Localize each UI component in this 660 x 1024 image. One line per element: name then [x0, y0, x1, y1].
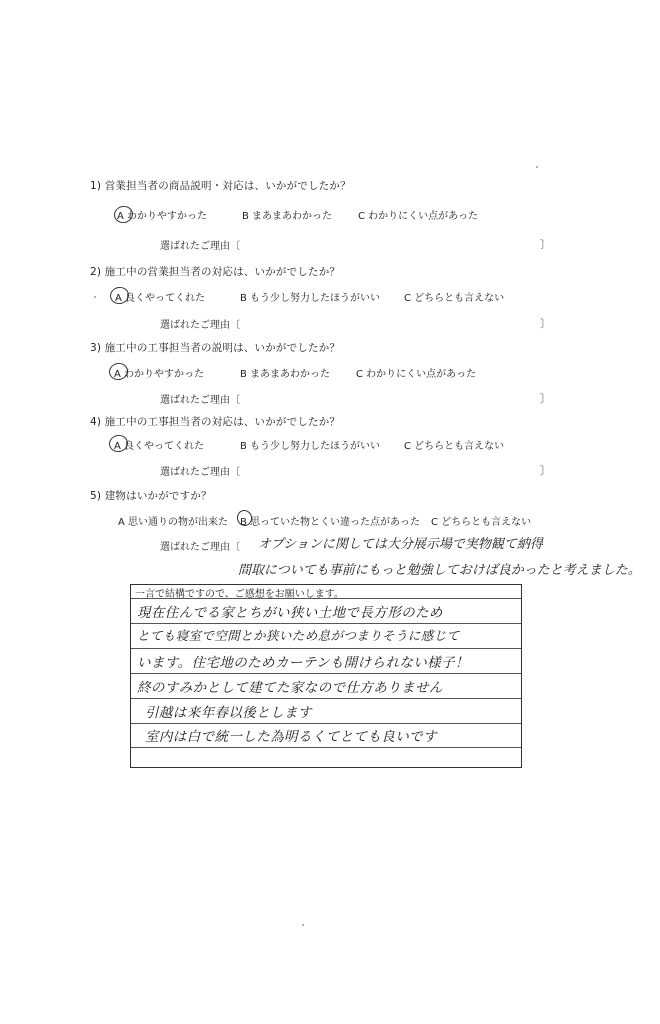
comment-rule: [131, 747, 521, 748]
q5-question: 5) 建物はいかがですか？: [90, 490, 212, 502]
q5-option-a: A 思い通りの物が出来た: [118, 517, 229, 528]
comment-line-6: 室内は白で統一した為明るくてとても良いです: [145, 729, 437, 745]
q1-option-c: C わかりにくい点があった: [358, 211, 479, 222]
comment-rule: [131, 648, 521, 649]
comment-rule: [131, 698, 521, 699]
q4-question: 4) 施工中の工事担当者の対応は、いかがでしたか？: [90, 416, 341, 428]
q4-reason-close: 〕: [540, 464, 551, 477]
q2-reason-close: 〕: [540, 317, 551, 330]
q2-question: 2) 施工中の営業担当者の対応は、いかがでしたか？: [90, 266, 341, 278]
comment-box: [130, 584, 522, 768]
q3-option-a: A わかりやすかった: [114, 369, 205, 380]
q3-question: 3) 施工中の工事担当者の説明は、いかがでしたか？: [90, 342, 341, 354]
scan-speck: [94, 296, 96, 298]
q5-option-b: B 思っていた物とくい違った点があった: [240, 517, 420, 528]
q5-option-c: C どちらとも言えない: [431, 517, 532, 528]
q3-reason-label: 選ばれたご理由〔: [160, 395, 240, 406]
comment-rule: [131, 598, 521, 599]
q2-option-b: B もう少し努力したほうがいい: [240, 293, 381, 304]
q1-option-a: A わかりやすかった: [117, 211, 208, 222]
comment-rule: [131, 673, 521, 674]
comment-line-3: います。住宅地のためカーテンも開けられない様子！: [137, 655, 469, 671]
comment-line-5: 引越は来年春以後とします: [145, 705, 312, 721]
q3-option-b: B まあまあわかった: [240, 369, 331, 380]
q5-reason-label: 選ばれたご理由〔: [160, 542, 240, 553]
q4-reason-label: 選ばれたご理由〔: [160, 467, 240, 478]
comment-rule: [131, 723, 521, 724]
q5-reason-handwriting-1: オプションに関しては大分展示場で実物観て納得: [258, 537, 543, 552]
scan-speck: [302, 924, 304, 926]
q1-question: 1) 営業担当者の商品説明・対応は、いかがでしたか？: [90, 180, 351, 192]
q5-reason-handwriting-2: 間取についても事前にもっと勉強しておけば良かったと考えました。: [238, 563, 641, 578]
q1-reason-label: 選ばれたご理由〔: [160, 241, 240, 252]
comment-rule: [131, 623, 521, 624]
q4-option-a: A 良くやってくれた: [114, 441, 205, 452]
q1-reason-close: 〕: [540, 238, 551, 251]
comment-line-2: とても寝室で空間とか狭いため息がつまりそうに感じて: [137, 628, 460, 643]
q3-reason-close: 〕: [540, 392, 551, 405]
q4-option-b: B もう少し努力したほうがいい: [240, 441, 381, 452]
q1-option-b: B まあまあわかった: [242, 211, 333, 222]
scan-speck: [536, 166, 538, 168]
q2-option-a: A 良くやってくれた: [115, 293, 206, 304]
comment-header: 一言で結構ですので、ご感想をお願いします。: [135, 589, 344, 600]
q2-option-c: C どちらとも言えない: [404, 293, 505, 304]
comment-line-4: 終のすみかとして建てた家なので仕方ありません: [137, 680, 443, 696]
q3-option-c: C わかりにくい点があった: [356, 369, 477, 380]
comment-line-1: 現在住んでる家とちがい狭い土地で長方形のため: [137, 605, 443, 621]
q4-option-c: C どちらとも言えない: [404, 441, 505, 452]
q2-reason-label: 選ばれたご理由〔: [160, 320, 240, 331]
